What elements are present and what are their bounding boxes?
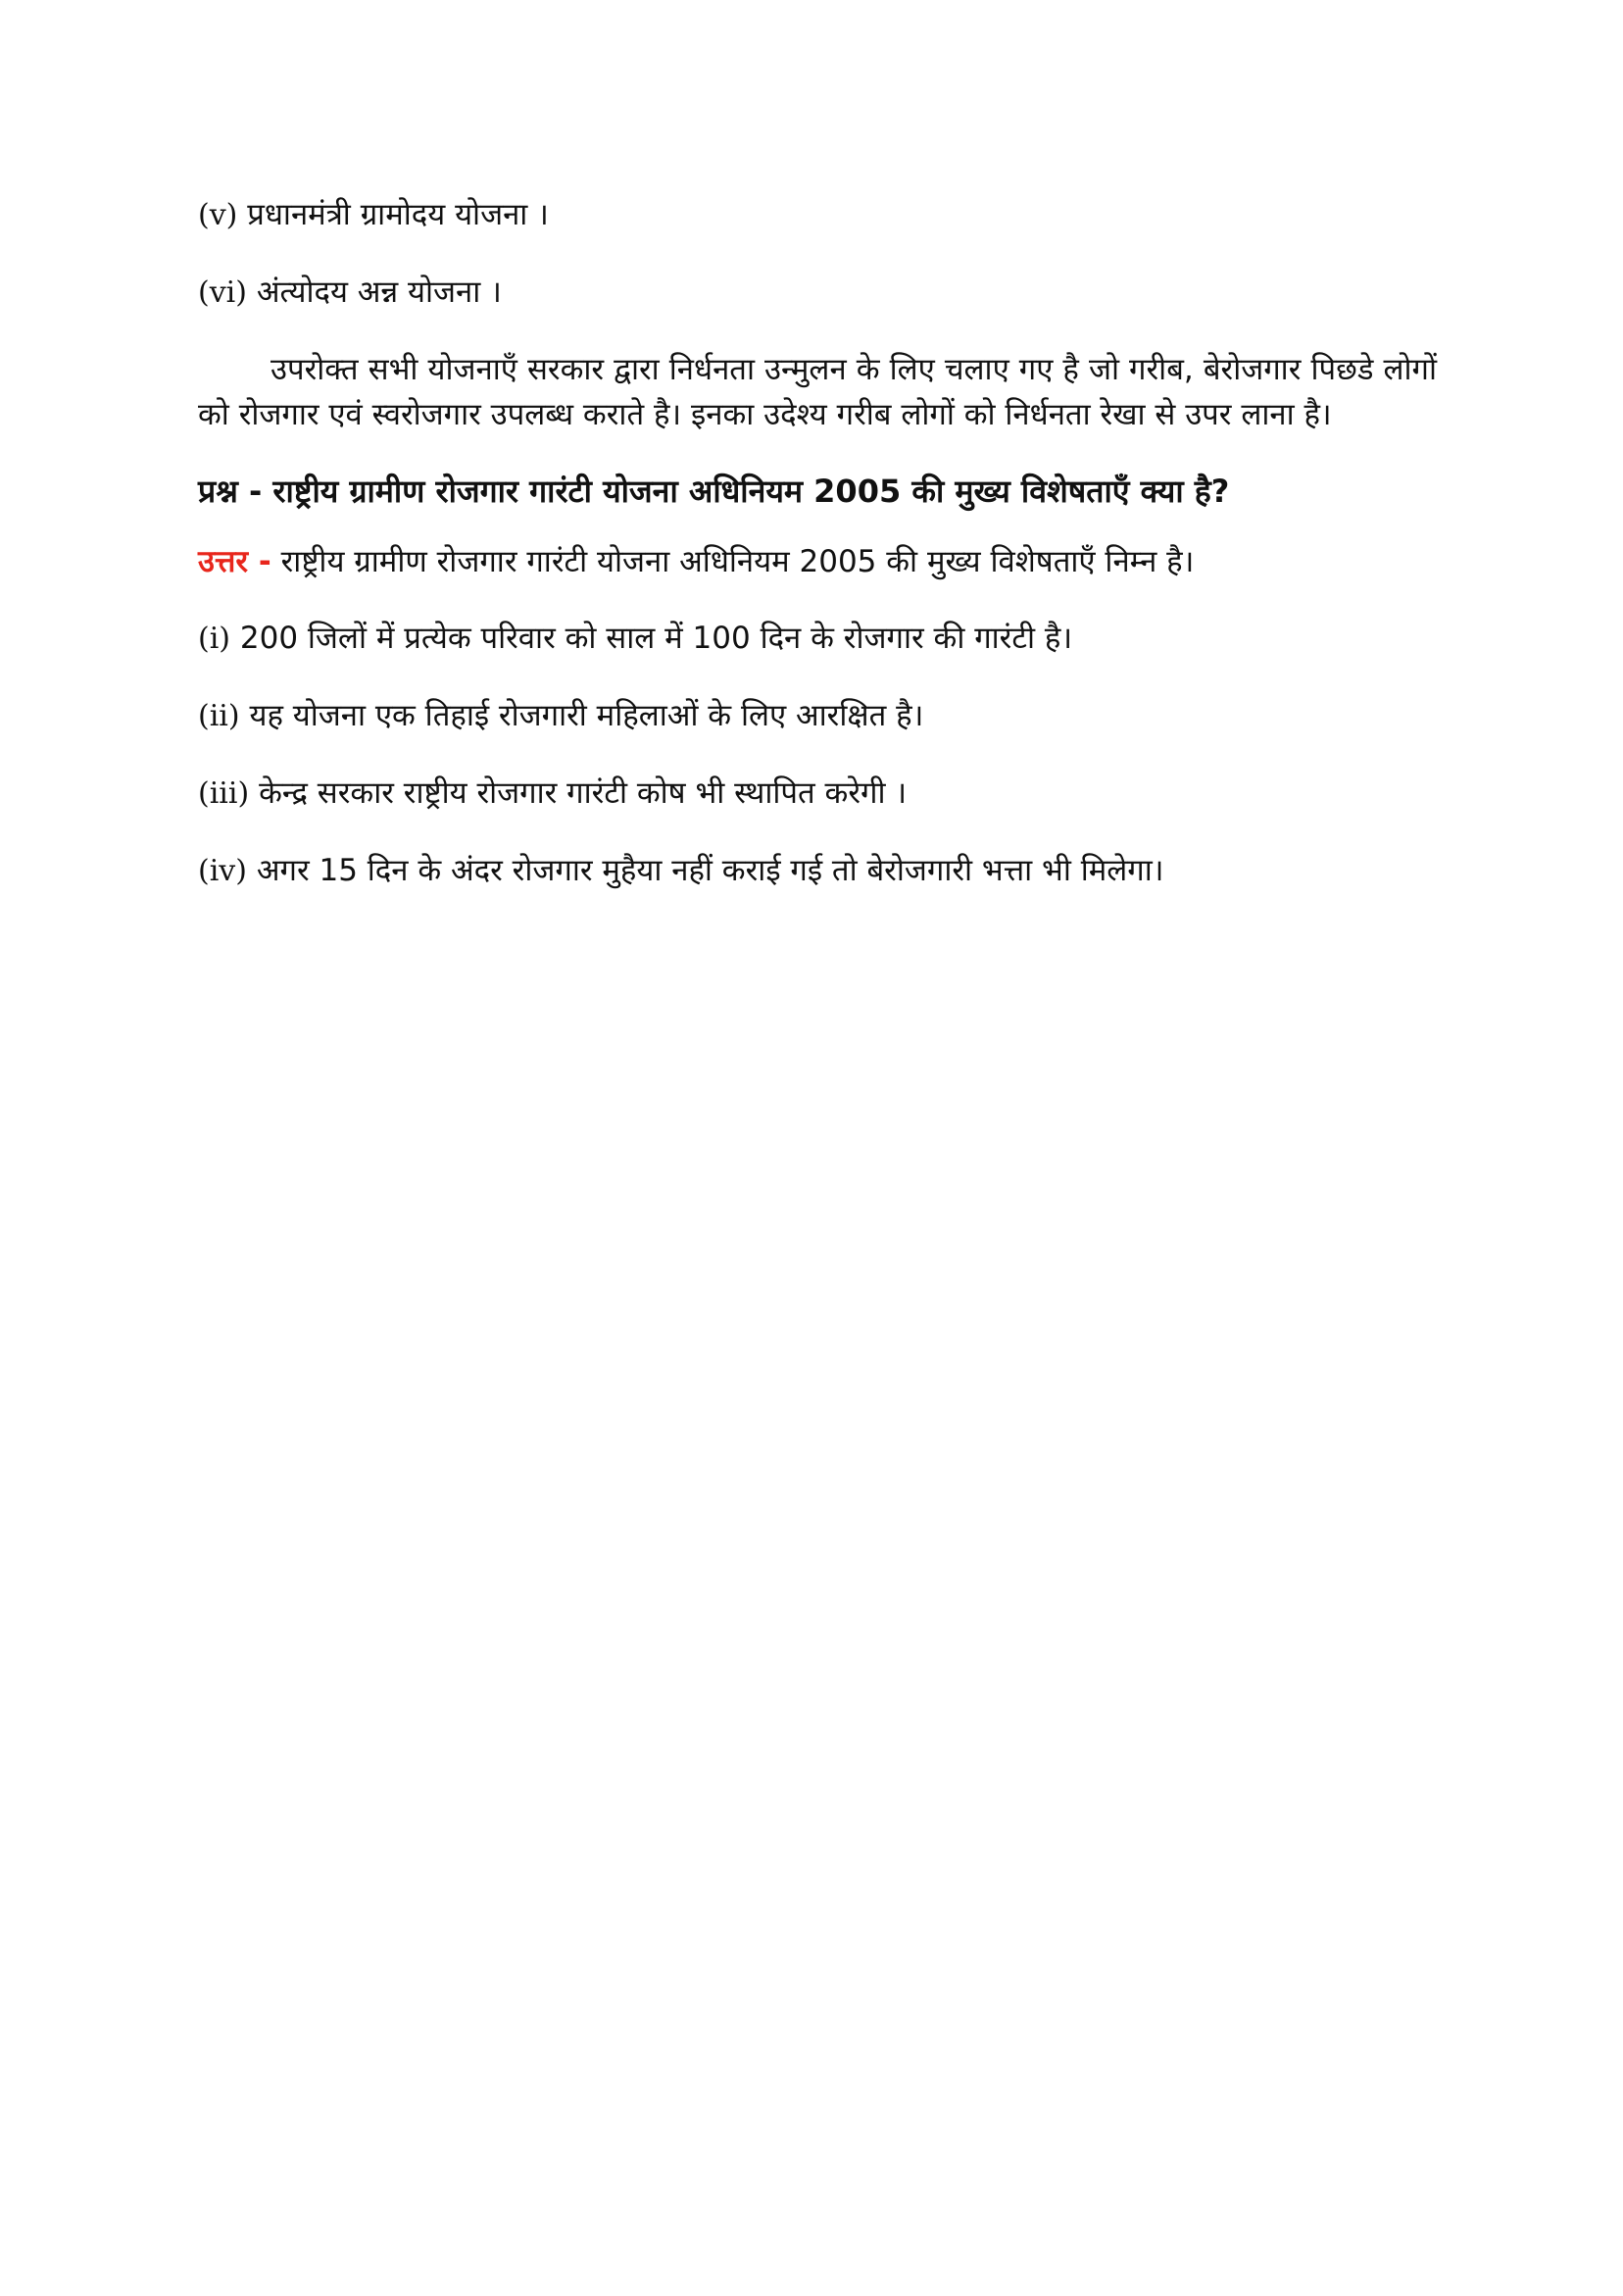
list-item-text: अगर 15 दिन के अंदर रोजगार मुहैया नहीं कराई गई तो बेरोजगारी भत्ता भी मिलेगा। (256, 853, 1164, 888)
list-item-ii (198, 693, 1437, 739)
list-item-text: केन्द्र सरकार राष्ट्रीय रोजगार गारंटी कोष भी स्थापित करेगी । (259, 775, 908, 811)
list-marker: (v) (198, 198, 238, 232)
list-item-v (198, 192, 1437, 238)
list-item-vi (198, 270, 1437, 316)
list-item-iii (198, 771, 1437, 817)
list-item-i (198, 616, 1437, 662)
list-item-text: प्रधानमंत्री ग्रामोदय योजना । (247, 197, 549, 232)
list-item-text: अंत्योदय अन्न योजना । (256, 275, 502, 310)
list-marker: (iv) (198, 854, 247, 888)
list-item-text: 200 जिलों में प्रत्येक परिवार को साल में 100 दिन के रोजगार की गारंटी है। (239, 621, 1073, 656)
document-content (198, 192, 1437, 925)
list-marker: (i) (198, 622, 231, 656)
list-marker: (iii) (198, 776, 250, 811)
answer-paragraph (198, 539, 1437, 584)
answer-text: राष्ट्रीय ग्रामीण रोजगार गारंटी योजना अधिनियम 2005 की मुख्य विशेषताएँ निम्न है। (280, 544, 1195, 579)
answer-label: उत्तर - (198, 544, 271, 579)
summary-paragraph: उपरोक्त सभी योजनाएँ सरकार द्वारा निर्धनता उन्मुलन के लिए चलाए गए है जो गरीब, बेरोजगार पिछडे लोगों को रोजगार एवं स्वरोजगार उपलब्ध कराते है। इनका उदेश्य गरीब लोगों को निर्धनता रेखा से उपर लाना है। (198, 352, 1437, 432)
list-item-iv (198, 848, 1437, 894)
list-item-text: यह योजना एक तिहाई रोजगारी महिलाओं के लिए आरक्षित है। (249, 698, 924, 733)
list-marker: (vi) (198, 275, 247, 310)
question-heading: प्रश्न - राष्ट्रीय ग्रामीण रोजगार गारंटी योजना अधिनियम 2005 की मुख्य विशेषताएँ क्या है? (198, 473, 1230, 510)
list-marker: (ii) (198, 699, 240, 733)
